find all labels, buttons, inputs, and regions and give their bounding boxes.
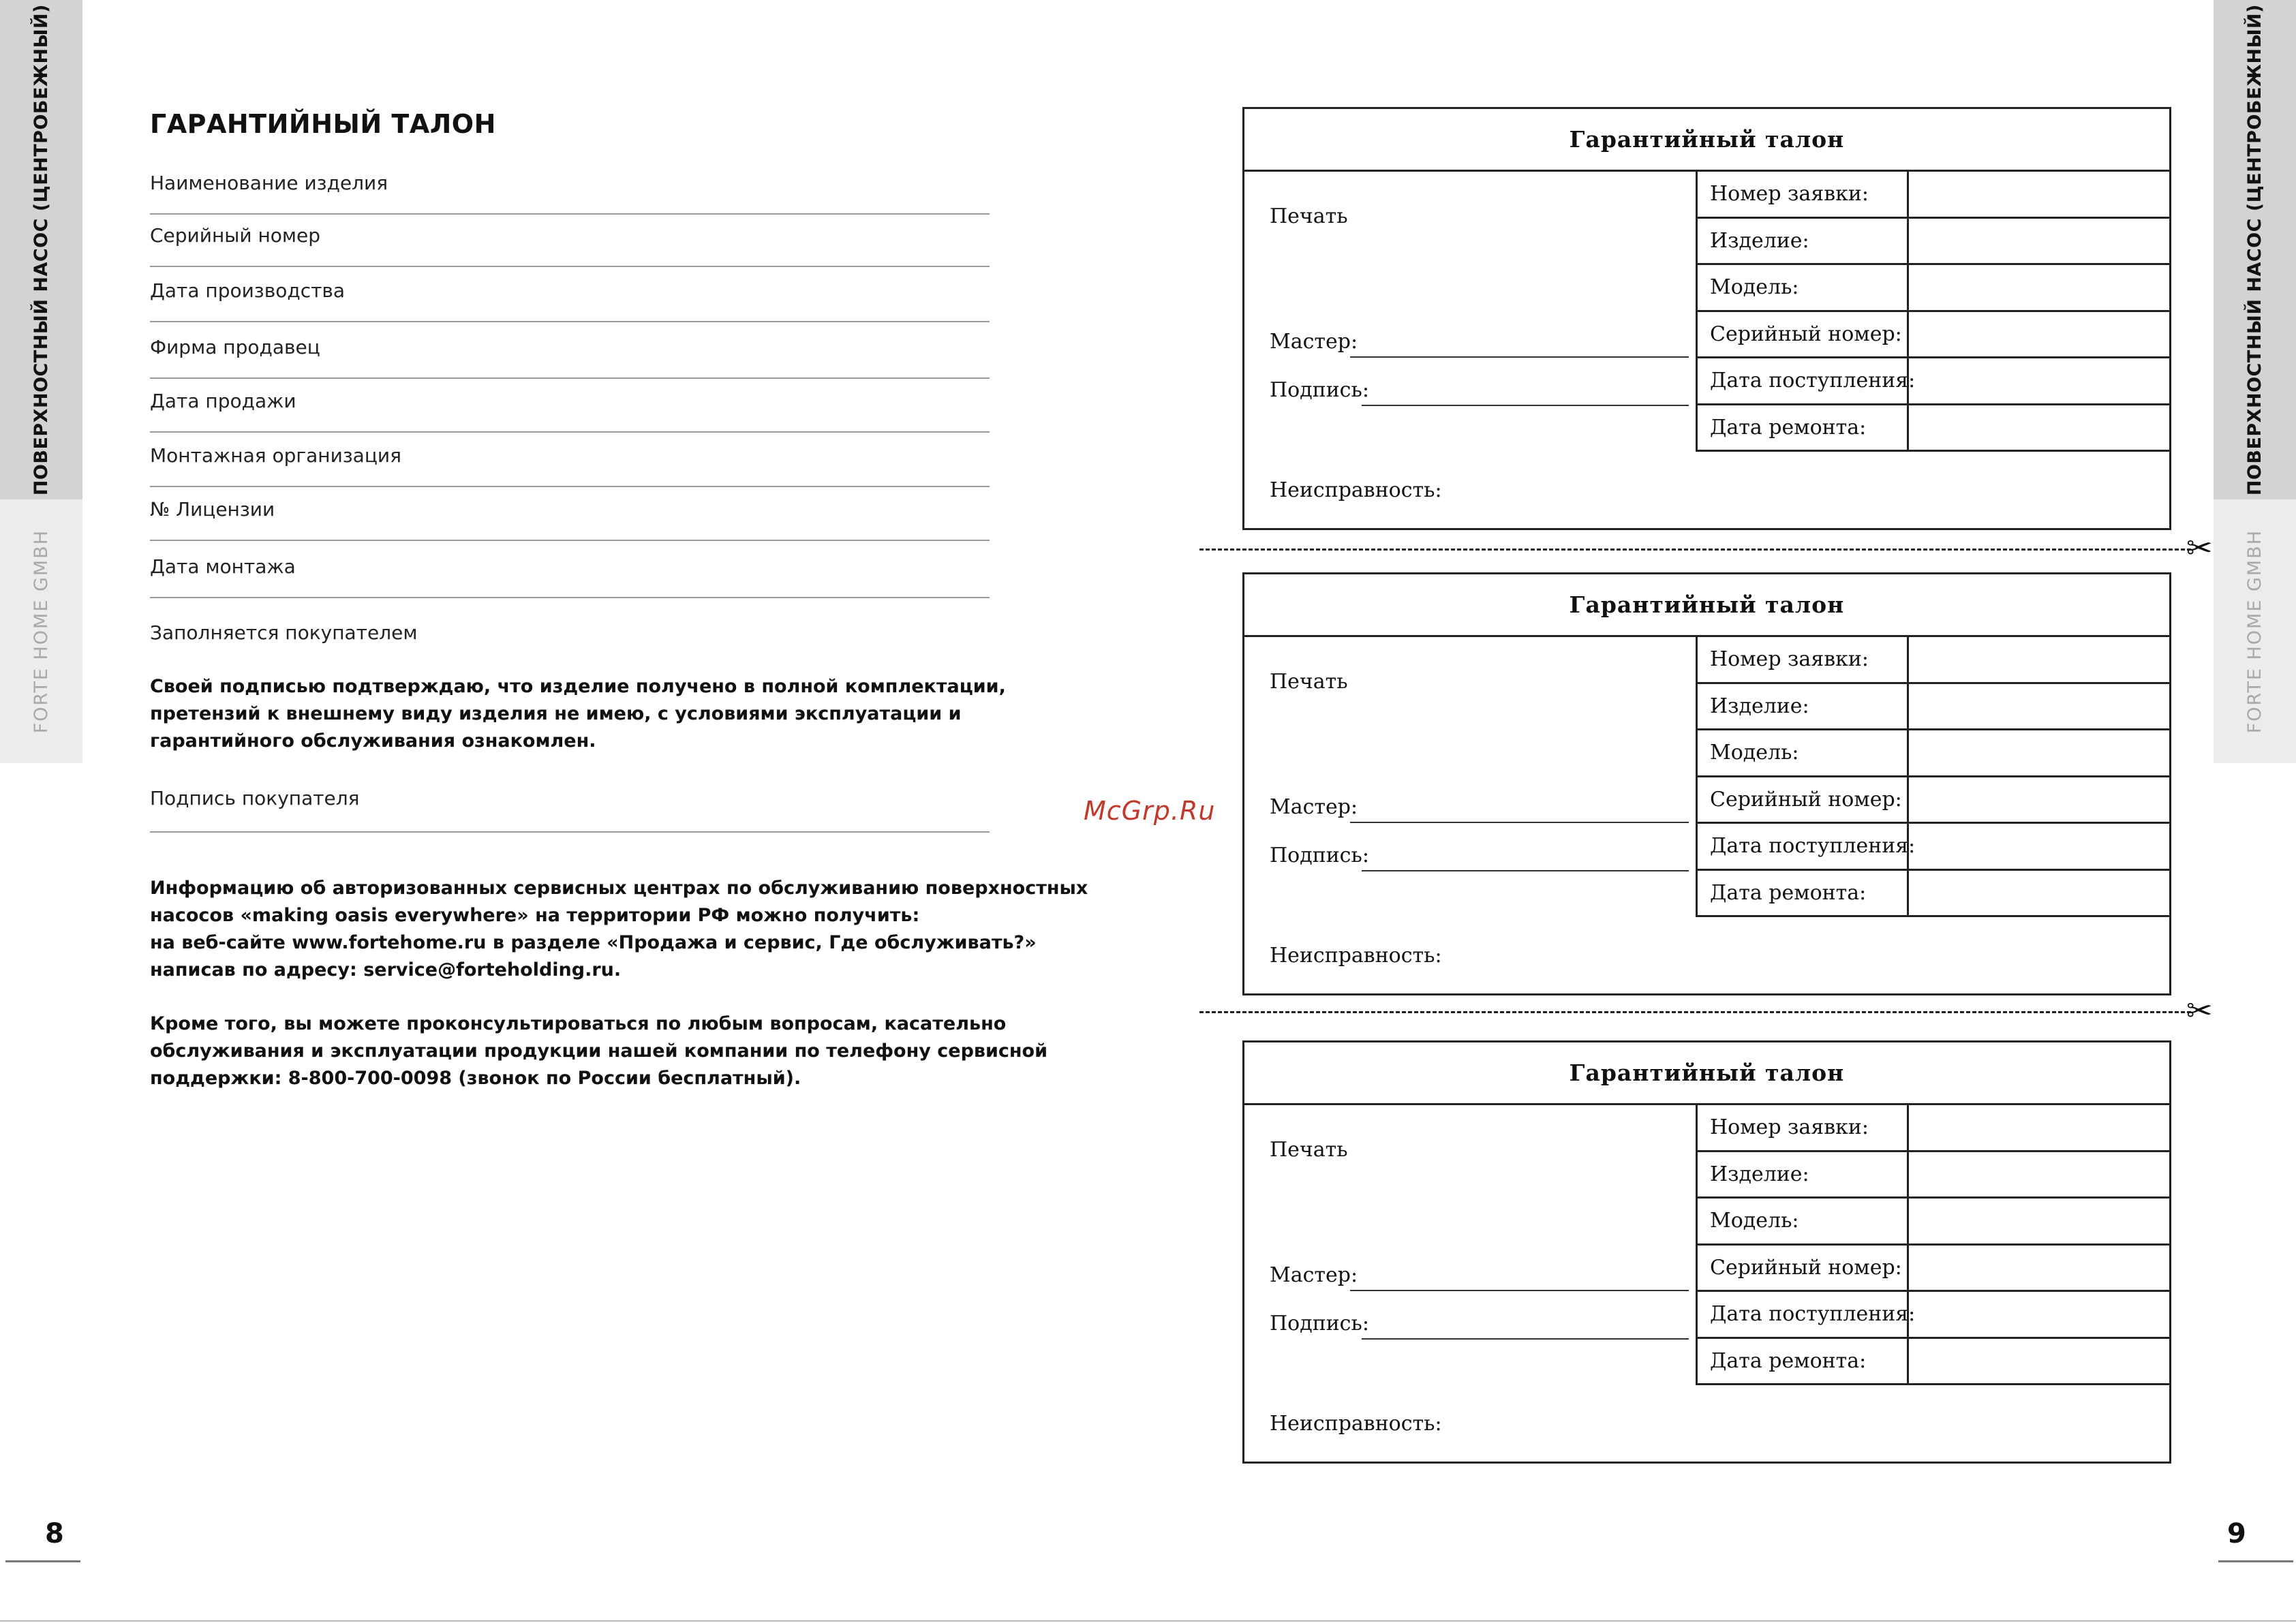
coupon-row-value (1907, 824, 2169, 869)
support-info-line: Кроме того, вы можете проконсультироваться по любым вопросам, касательно (150, 1013, 1007, 1034)
field-sale-date (150, 377, 990, 433)
scissors-icon: ✂ (2186, 529, 2213, 566)
coupon-row (1698, 219, 2169, 266)
coupon-stamp-label: Печать (1270, 670, 1348, 694)
coupon-row (1698, 777, 2169, 824)
coupon-row-label: Дата поступления: (1710, 1302, 1916, 1327)
side-tab-brand-right-text: FORTE HOME GMBH (2244, 529, 2265, 734)
coupon-row-value (1907, 172, 2169, 217)
coupon-row-label: Дата ремонта: (1710, 415, 1867, 439)
confirmation-line: претензий к внешнему виду изделия не имею, с условиями эксплуатации и (150, 703, 962, 724)
coupon-title: Гарантийный талон (1244, 109, 2169, 172)
coupon-row-label: Дата ремонта: (1710, 1348, 1867, 1373)
coupon-signature-label: Подпись: (1270, 1312, 1369, 1335)
coupon-row-value (1907, 1246, 2169, 1290)
field-label: Дата производства (150, 279, 346, 302)
page-number-left: 8 (45, 1518, 64, 1549)
side-tab-brand-text: FORTE HOME GMBH (31, 529, 52, 734)
coupon-title: Гарантийный талон (1244, 574, 2169, 637)
field-label: Подпись покупателя (150, 787, 360, 809)
coupon-row-label: Серийный номер: (1710, 322, 1902, 346)
coupon-row (1698, 1246, 2169, 1293)
coupon-signature-line (1362, 405, 1689, 406)
coupon-row-label: Изделие: (1710, 694, 1809, 718)
coupon-master-label: Мастер: (1270, 330, 1358, 354)
confirmation-line: гарантийного обслуживания ознакомлен. (150, 730, 596, 752)
coupon-fault-label: Неисправность: (1270, 1411, 1442, 1436)
scissors-icon: ✂ (2186, 992, 2213, 1029)
coupon-row-label: Номер заявки: (1710, 182, 1869, 206)
coupon-row-label: Серийный номер: (1710, 787, 1902, 812)
field-serial-number (150, 211, 990, 267)
coupon-row-label: Модель: (1710, 741, 1799, 765)
service-info-line: написав по адресу: service@forteholding.ru. (150, 959, 622, 980)
coupon-master-label: Мастер: (1270, 795, 1358, 819)
coupon-rows (1698, 1105, 2169, 1385)
coupon-row-value (1907, 1339, 2169, 1384)
coupon-row (1698, 824, 2169, 871)
coupon-row-label: Серийный номер: (1710, 1255, 1902, 1280)
coupon-fault-label: Неисправность: (1270, 478, 1442, 502)
coupon-row-value (1907, 312, 2169, 357)
cut-line-2 (1199, 1011, 2191, 1013)
coupon-row (1698, 358, 2169, 405)
field-label: Наименование изделия (150, 172, 388, 194)
warranty-coupon-1 (1242, 107, 2171, 530)
coupon-row-label: Модель: (1710, 275, 1799, 300)
side-tab-product-text: ПОВЕРХНОСТНЫЙ НАСОС (ЦЕНТРОБЕЖНЫЙ) (31, 3, 52, 496)
coupon-row (1698, 684, 2169, 731)
coupon-row (1698, 1152, 2169, 1199)
coupon-row (1698, 730, 2169, 777)
coupon-row-label: Номер заявки: (1710, 647, 1869, 672)
coupon-row-label: Дата ремонта: (1710, 880, 1867, 905)
coupon-row-value (1907, 265, 2169, 310)
coupon-stamp-area (1244, 1105, 1698, 1385)
warranty-coupon-3 (1242, 1040, 2171, 1464)
coupon-signature-label: Подпись: (1270, 844, 1369, 867)
coupon-row-value (1907, 1199, 2169, 1243)
field-installation-date (150, 542, 990, 598)
coupon-row (1698, 265, 2169, 312)
field-product-name (150, 159, 990, 215)
coupon-row (1698, 312, 2169, 359)
support-info-line: поддержки: 8-800-700-0098 (звонок по России бесплатный). (150, 1068, 801, 1089)
coupon-row (1698, 172, 2169, 219)
coupon-row (1698, 871, 2169, 918)
coupon-row-value (1907, 358, 2169, 403)
coupon-master-line (1350, 1290, 1689, 1291)
coupon-rows (1698, 637, 2169, 917)
coupon-fault-label: Неисправность: (1270, 943, 1442, 968)
coupon-row-value (1907, 1292, 2169, 1337)
bottom-rule (0, 1620, 2296, 1622)
side-tab-brand-right (2214, 499, 2296, 763)
side-tab-product (0, 0, 82, 499)
side-tab-product-right-text: ПОВЕРХНОСТНЫЙ НАСОС (ЦЕНТРОБЕЖНЫЙ) (2244, 3, 2265, 496)
coupon-row-label: Изделие: (1710, 1162, 1809, 1186)
coupon-row-label: Модель: (1710, 1209, 1799, 1233)
confirmation-text (150, 673, 1006, 755)
watermark: McGrp.Ru (1084, 796, 1216, 826)
coupon-master-line (1350, 822, 1689, 823)
coupon-master-line (1350, 356, 1689, 358)
coupon-rows (1698, 172, 2169, 452)
service-info-line: на веб-сайте www.fortehome.ru в разделе «Продажа и сервис, Где обслуживать?» (150, 932, 1037, 953)
page-title: ГАРАНТИЙНЫЙ ТАЛОН (150, 109, 496, 139)
coupon-row-value (1907, 1152, 2169, 1197)
field-label: Дата продажи (150, 390, 296, 412)
field-label: № Лицензии (150, 498, 275, 521)
page-number-right: 9 (2227, 1518, 2246, 1549)
support-info-line: обслуживания и эксплуатации продукции нашей компании по телефону сервисной (150, 1040, 1048, 1062)
page-number-rule-right (2218, 1560, 2293, 1562)
coupon-signature-line (1362, 1338, 1689, 1340)
confirmation-line: Своей подписью подтверждаю, что изделие получено в полной комплектации, (150, 676, 1006, 697)
coupon-row-value (1907, 1105, 2169, 1150)
coupon-row (1698, 1292, 2169, 1339)
side-tab-brand (0, 499, 82, 763)
warranty-coupon-2 (1242, 572, 2171, 995)
coupon-stamp-label: Печать (1270, 204, 1348, 228)
side-tab-product-right (2214, 0, 2296, 499)
coupon-row (1698, 1105, 2169, 1152)
coupon-row-label: Номер заявки: (1710, 1115, 1869, 1140)
coupon-signature-label: Подпись: (1270, 378, 1369, 402)
coupon-row-value (1907, 405, 2169, 450)
field-license (150, 485, 990, 541)
coupon-stamp-area (1244, 637, 1698, 917)
support-info-text (150, 1010, 1047, 1092)
coupon-row-label: Дата поступления: (1710, 834, 1916, 859)
coupon-row-label: Дата поступления: (1710, 369, 1916, 393)
coupon-title: Гарантийный талон (1244, 1042, 2169, 1105)
coupon-row-value (1907, 777, 2169, 822)
field-buyer-signature (150, 777, 990, 833)
field-label: Монтажная организация (150, 444, 401, 467)
field-installer (150, 431, 990, 487)
coupon-row-value (1907, 684, 2169, 729)
coupon-row-value (1907, 219, 2169, 264)
coupon-row (1698, 1199, 2169, 1246)
page-number-rule-left (5, 1560, 80, 1562)
coupon-master-label: Мастер: (1270, 1263, 1358, 1287)
coupon-row-value (1907, 730, 2169, 775)
buyer-note: Заполняется покупателем (150, 621, 418, 644)
field-label: Серийный номер (150, 224, 321, 247)
service-info-line: Информацию об авторизованных сервисных центрах по обслуживанию поверхностных (150, 878, 1088, 899)
cut-line-1 (1199, 548, 2191, 551)
coupon-row (1698, 405, 2169, 452)
coupon-row (1698, 1339, 2169, 1386)
service-info-text (150, 875, 1088, 984)
coupon-row (1698, 637, 2169, 684)
service-info-line: насосов «making oasis everywhere» на территории РФ можно получить: (150, 905, 920, 926)
coupon-row-value (1907, 871, 2169, 916)
field-production-date (150, 266, 990, 322)
field-label: Дата монтажа (150, 555, 296, 578)
coupon-row-value (1907, 637, 2169, 682)
field-seller (150, 323, 990, 379)
field-label: Фирма продавец (150, 336, 320, 358)
coupon-signature-line (1362, 870, 1689, 871)
coupon-row-label: Изделие: (1710, 228, 1809, 253)
coupon-stamp-label: Печать (1270, 1138, 1348, 1162)
coupon-stamp-area (1244, 172, 1698, 452)
